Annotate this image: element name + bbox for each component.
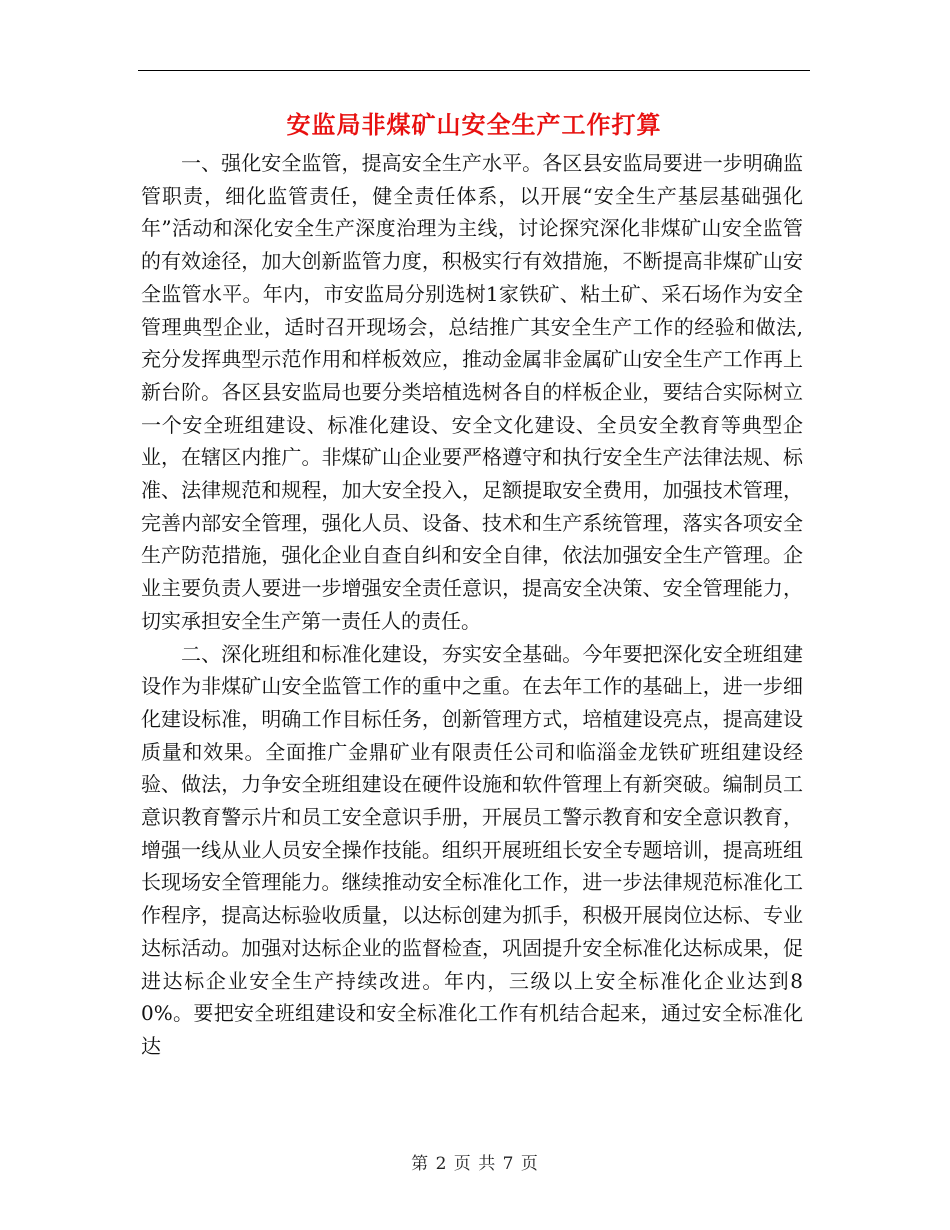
document-title: 安监局非煤矿山安全生产工作打算: [286, 110, 662, 139]
paragraph-2: 二、深化班组和标准化建设，夯实安全基础。今年要把深化安全班组建设作为非煤矿山安全监管工作的重中之重。在去年工作的基础上，进一步细化建设标准，明确工作目标任务，创新管理方式，培植建设亮点，提高建设质量和效果。全面推广金鼎矿业有限责任公司和临淄金龙铁矿班组建设经验、做法，力争安全班组建设在硬件设施和软件管理上有新突破。编制员工意识教育警示片和员工安全意识手册，开展员工警示教育和安全意识教育，增强一线从业人员安全操作技能。组织开展班组长安全专题培训，提高班组长现场安全管理能力。继续推动安全标准化工作，进一步法律规范标准化工作程序，提高达标验收质量，以达标创建为抓手，积极开展岗位达标、专业达标活动。加强对达标企业的监督检查，巩固提升安全标准化达标成果，促进达标企业安全生产持续改进。年内，三级以上安全标准化企业达到80%。要把安全班组建设和安全标准化工作有机结合起来，通过安全标准化达: [141, 641, 803, 1058]
document-body: [141, 147, 803, 1063]
paragraph-1: 一、强化安全监管，提高安全生产水平。各区县安监局要进一步明确监管职责，细化监管责任，健全责任体系，以开展“安全生产基层基础强化年”活动和深化安全生产深度治理为主线，讨论探究深化非煤矿山安全监管的有效途径，加大创新监管力度，积极实行有效措施，不断提高非煤矿山安全监管水平。年内，市安监局分别选树1家铁矿、粘土矿、采石场作为安全管理典型企业，适时召开现场会，总结推广其安全生产工作的经验和做法,充分发挥典型示范作用和样板效应，推动金属非金属矿山安全生产工作再上新台阶。各区县安监局也要分类培植选树各自的样板企业，要结合实际树立一个安全班组建设、标准化建设、安全文化建设、全员安全教育等典型企业，在辖区内推广。非煤矿山企业要严格遵守和执行安全生产法律法规、标准、法律规范和规程，加大安全投入，足额提取安全费用，加强技术管理，完善内部安全管理，强化人员、设备、技术和生产系统管理，落实各项安全生产防范措施，强化企业自查自纠和安全自律，依法加强安全生产管理。企业主要负责人要进一步增强安全责任意识，提高安全决策、安全管理能力，切实承担安全生产第一责任人的责任。: [141, 151, 803, 633]
page-number: 第 2 页 共 7 页: [411, 1154, 539, 1174]
header-rule: [138, 70, 810, 71]
